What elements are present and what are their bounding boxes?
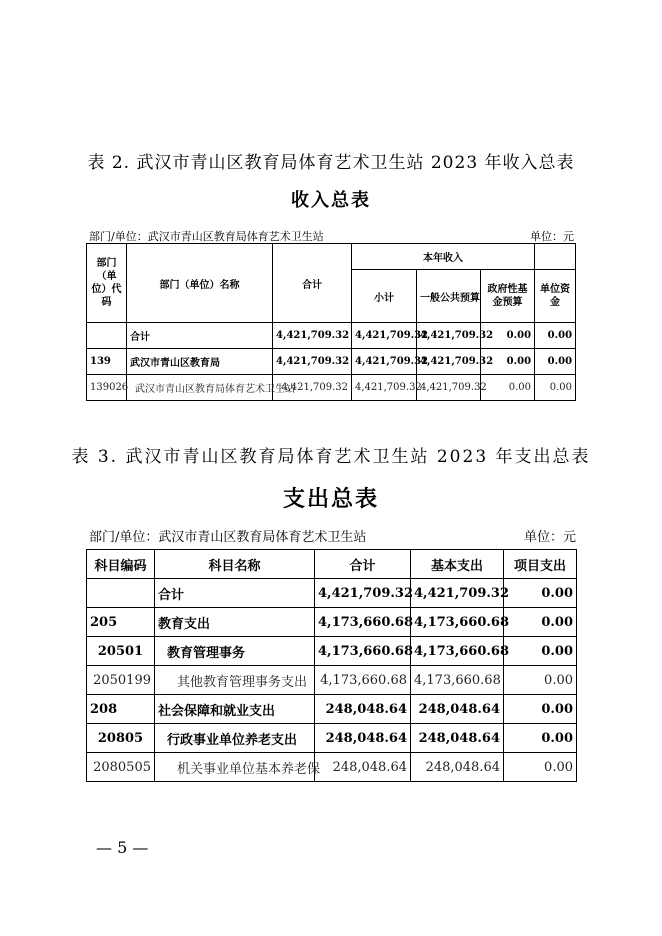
table-row xyxy=(87,666,577,695)
row-name: 教育支出 xyxy=(155,608,315,637)
col-header-project: 项目支出 xyxy=(504,550,577,579)
income-table xyxy=(86,243,576,401)
row-code: 139 xyxy=(87,349,127,375)
row-code: 139026 xyxy=(87,375,127,401)
row-basic: 248,048.64 xyxy=(411,753,504,782)
row-code xyxy=(87,579,155,608)
row-total: 4,173,660.68 xyxy=(315,637,411,666)
table-row xyxy=(87,753,577,782)
col-header-general-budget: 一般公共预算 xyxy=(417,270,481,323)
row-code: 20805 xyxy=(87,724,155,753)
table-row xyxy=(87,375,576,401)
row-total: 4,421,709.32 xyxy=(273,323,352,349)
row-total: 4,173,660.68 xyxy=(315,666,411,695)
table2-caption: 表 2. 武汉市青山区教育局体育艺术卫生站 2023 年收入总表 xyxy=(87,153,575,173)
col-header-code: 科目编码 xyxy=(87,550,155,579)
row-code xyxy=(87,323,127,349)
table-row xyxy=(87,579,577,608)
row-total: 4,421,709.32 xyxy=(273,375,352,401)
row-project: 0.00 xyxy=(504,753,577,782)
table3-title: 支出总表 xyxy=(282,486,379,512)
row-name: 合计 xyxy=(155,579,315,608)
row-project: 0.00 xyxy=(504,724,577,753)
expenditure-table xyxy=(86,549,577,782)
table3-caption: 表 3. 武汉市青山区教育局体育艺术卫生站 2023 年支出总表 xyxy=(71,447,591,467)
header-empty-cell xyxy=(535,244,576,270)
row-basic: 4,421,709.32 xyxy=(411,579,504,608)
col-header-income-group: 本年收入 xyxy=(352,244,535,270)
row-unit: 0.00 xyxy=(535,375,576,401)
table-row xyxy=(87,349,576,375)
row-subtotal: 4,421,709.32 xyxy=(352,349,417,375)
row-total: 4,421,709.32 xyxy=(315,579,411,608)
row-total: 248,048.64 xyxy=(315,724,411,753)
table-row xyxy=(87,724,577,753)
col-header-gov-fund: 政府性基金预算 xyxy=(481,270,535,323)
row-general: 4,421,709.32 xyxy=(417,323,481,349)
row-name: 社会保障和就业支出 xyxy=(155,695,315,724)
row-name: 合计 xyxy=(127,323,273,349)
table-row xyxy=(87,323,576,349)
row-total: 248,048.64 xyxy=(315,753,411,782)
row-name: 其他教育管理事务支出 xyxy=(155,666,315,695)
row-basic: 4,173,660.68 xyxy=(411,666,504,695)
row-name: 武汉市青山区教育局体育艺术卫生站 xyxy=(127,375,273,401)
table3-dept-label: 部门/单位：武汉市青山区教育局体育艺术卫生站 xyxy=(89,530,367,545)
table2-unit-label: 单位：元 xyxy=(530,230,574,243)
col-header-unit-fund: 单位资金 xyxy=(535,270,576,323)
row-general: 4,421,709.32 xyxy=(417,349,481,375)
col-header-name: 部门（单位）名称 xyxy=(127,244,273,323)
row-basic: 248,048.64 xyxy=(411,695,504,724)
row-code: 2050199 xyxy=(87,666,155,695)
row-project: 0.00 xyxy=(504,637,577,666)
row-name: 武汉市青山区教育局 xyxy=(127,349,273,375)
table-row xyxy=(87,695,577,724)
row-code: 20501 xyxy=(87,637,155,666)
row-basic: 248,048.64 xyxy=(411,724,504,753)
row-gov: 0.00 xyxy=(481,375,535,401)
table3-unit-label: 单位：元 xyxy=(523,530,576,545)
row-project: 0.00 xyxy=(504,608,577,637)
row-code: 208 xyxy=(87,695,155,724)
row-total: 4,173,660.68 xyxy=(315,608,411,637)
table2-title: 收入总表 xyxy=(291,190,371,211)
table-row xyxy=(87,637,577,666)
row-unit: 0.00 xyxy=(535,349,576,375)
row-code: 205 xyxy=(87,608,155,637)
row-basic: 4,173,660.68 xyxy=(411,608,504,637)
row-project: 0.00 xyxy=(504,579,577,608)
row-general: 4,421,709.32 xyxy=(417,375,481,401)
row-project: 0.00 xyxy=(504,695,577,724)
row-subtotal: 4,421,709.32 xyxy=(352,375,417,401)
col-header-basic: 基本支出 xyxy=(411,550,504,579)
row-total: 248,048.64 xyxy=(315,695,411,724)
row-gov: 0.00 xyxy=(481,323,535,349)
row-unit: 0.00 xyxy=(535,323,576,349)
row-name: 教育管理事务 xyxy=(155,637,315,666)
row-name: 行政事业单位养老支出 xyxy=(155,724,315,753)
row-gov: 0.00 xyxy=(481,349,535,375)
row-basic: 4,173,660.68 xyxy=(411,637,504,666)
row-subtotal: 4,421,709.32 xyxy=(352,323,417,349)
col-header-name: 科目名称 xyxy=(155,550,315,579)
row-code: 2080505 xyxy=(87,753,155,782)
col-header-subtotal: 小计 xyxy=(352,270,417,323)
row-total: 4,421,709.32 xyxy=(273,349,352,375)
col-header-total: 合计 xyxy=(315,550,411,579)
page-number: — 5 — xyxy=(96,838,149,857)
col-header-code: 部门（单位）代码 xyxy=(87,244,127,323)
row-name: 机关事业单位基本养老保 xyxy=(155,753,315,782)
col-header-total: 合计 xyxy=(273,244,352,323)
row-project: 0.00 xyxy=(504,666,577,695)
table-row xyxy=(87,608,577,637)
table2-dept-label: 部门/单位：武汉市青山区教育局体育艺术卫生站 xyxy=(89,230,324,243)
